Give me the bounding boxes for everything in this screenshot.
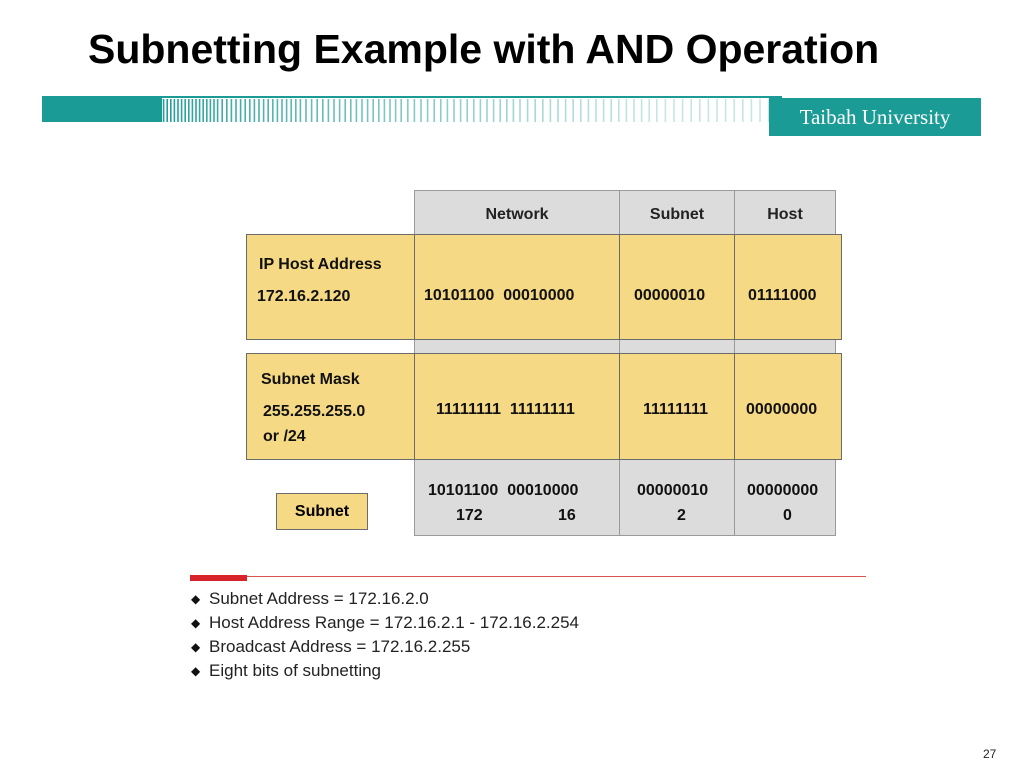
section-divider	[190, 576, 866, 577]
bullet-text: Broadcast Address = 172.16.2.255	[209, 637, 471, 656]
subnet-result-label: Subnet	[276, 493, 368, 530]
result-subnet-bits: 00000010	[637, 482, 709, 499]
result-network-bits: 10101100 00010000	[428, 482, 579, 499]
bullet-text: Eight bits of subnetting	[209, 661, 382, 680]
diamond-bullet-icon: ◆	[191, 640, 201, 654]
subnet-mask-host-bits: 00000000	[746, 401, 818, 418]
list-item	[190, 659, 579, 683]
divider-accent	[190, 575, 247, 581]
ip-host-host-bits: 01111000	[748, 287, 817, 304]
ip-host-label: IP Host Address	[259, 256, 382, 273]
bullet-text: Subnet Address = 172.16.2.0	[209, 589, 429, 608]
ip-host-address: 172.16.2.120	[257, 288, 351, 305]
result-host-bits: 00000000	[747, 482, 819, 499]
subnet-mask-subnet-bits: 11111111	[643, 401, 709, 418]
slide-title: Subnetting Example with AND Operation	[88, 26, 880, 72]
row-divider	[414, 353, 415, 460]
ip-host-subnet-bits: 00000010	[634, 287, 706, 304]
result-host-decimal: 0	[783, 507, 792, 524]
row-divider	[734, 234, 735, 340]
page-number: 27	[983, 747, 997, 761]
university-label: Taibah University	[769, 98, 981, 136]
header-subnet: Subnet	[649, 206, 705, 223]
summary-list	[190, 587, 579, 683]
list-item	[190, 611, 579, 635]
row-divider	[619, 353, 620, 460]
subnet-mask-network-bits: 11111111 11111111	[436, 401, 575, 418]
diamond-bullet-icon: ◆	[191, 616, 201, 630]
subnet-mask-address: 255.255.255.0	[263, 403, 366, 420]
header-network: Network	[485, 206, 549, 223]
diamond-bullet-icon: ◆	[191, 592, 201, 606]
row-divider	[619, 234, 620, 340]
result-subnet-decimal: 2	[677, 507, 686, 524]
decorative-banner	[42, 96, 782, 122]
ip-host-network-bits: 10101100 00010000	[424, 287, 575, 304]
diamond-bullet-icon: ◆	[191, 664, 201, 678]
result-network-decimal-2: 16	[558, 507, 576, 524]
list-item	[190, 635, 579, 659]
header-host: Host	[767, 206, 803, 223]
subnet-mask-prefix: or /24	[263, 428, 306, 445]
row-divider	[734, 353, 735, 460]
subnet-mask-label: Subnet Mask	[261, 371, 360, 388]
row-divider	[414, 234, 415, 340]
bullet-text: Host Address Range = 172.16.2.1 - 172.16.2.254	[209, 613, 580, 632]
result-network-decimal-1: 172	[456, 507, 483, 524]
list-item	[190, 587, 579, 611]
